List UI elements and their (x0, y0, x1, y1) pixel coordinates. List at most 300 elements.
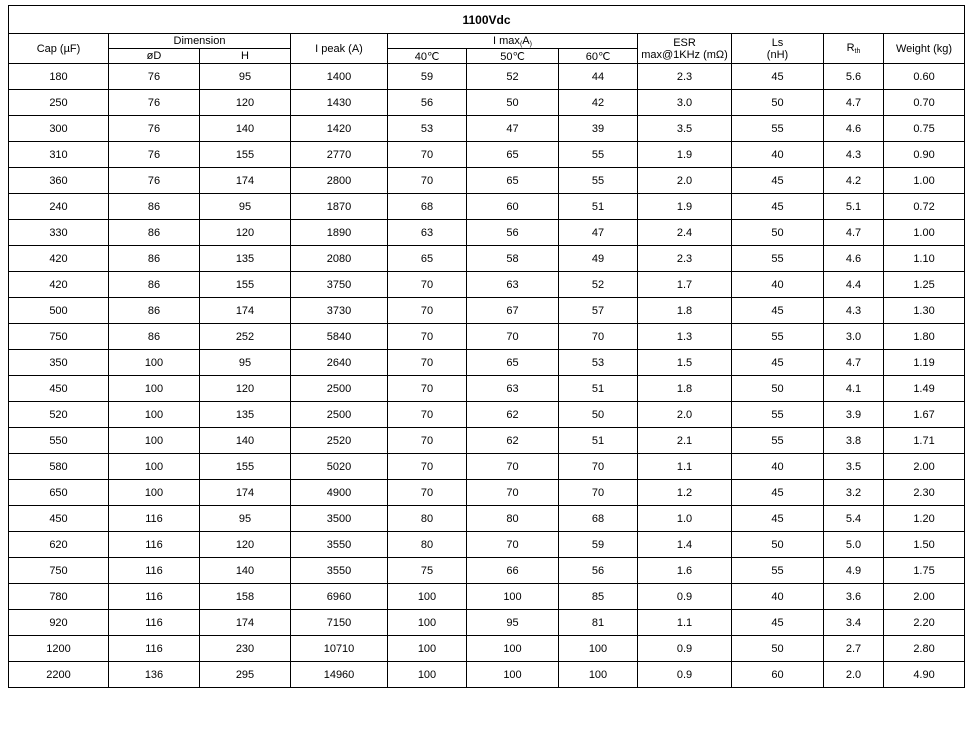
cell-ls: 45 (732, 64, 824, 90)
cell-imax-60: 100 (559, 662, 638, 688)
cell-cap: 520 (9, 402, 109, 428)
cell-cap: 420 (9, 246, 109, 272)
cell-diameter: 86 (109, 272, 200, 298)
cell-cap: 450 (9, 506, 109, 532)
cell-diameter: 100 (109, 350, 200, 376)
cell-weight: 1.20 (884, 506, 965, 532)
table-row (9, 246, 965, 272)
table-row (9, 64, 965, 90)
cell-esr: 3.0 (638, 90, 732, 116)
cell-ipeak: 10710 (291, 636, 388, 662)
cell-ipeak: 3730 (291, 298, 388, 324)
cell-imax-50: 58 (467, 246, 559, 272)
cell-imax-60: 51 (559, 194, 638, 220)
cell-weight: 0.70 (884, 90, 965, 116)
cell-esr: 2.3 (638, 246, 732, 272)
cell-weight: 1.30 (884, 298, 965, 324)
cell-height: 295 (200, 662, 291, 688)
cell-rth: 3.8 (824, 428, 884, 454)
header-temp-60: 60℃ (559, 49, 638, 64)
cell-imax-60: 52 (559, 272, 638, 298)
header-dimension: Dimension (109, 34, 291, 49)
cell-height: 155 (200, 272, 291, 298)
table-row (9, 142, 965, 168)
cell-rth: 4.1 (824, 376, 884, 402)
cell-weight: 0.90 (884, 142, 965, 168)
cell-imax-60: 70 (559, 480, 638, 506)
cell-height: 120 (200, 532, 291, 558)
cell-ipeak: 2640 (291, 350, 388, 376)
cell-imax-50: 63 (467, 376, 559, 402)
cell-ipeak: 4900 (291, 480, 388, 506)
cell-height: 120 (200, 90, 291, 116)
cell-ls: 50 (732, 376, 824, 402)
cell-rth: 5.0 (824, 532, 884, 558)
cell-diameter: 86 (109, 298, 200, 324)
cell-esr: 2.3 (638, 64, 732, 90)
header-ls-line1: Ls (771, 36, 784, 49)
cell-imax-60: 68 (559, 506, 638, 532)
cell-ipeak: 6960 (291, 584, 388, 610)
cell-diameter: 100 (109, 480, 200, 506)
cell-imax-50: 47 (467, 116, 559, 142)
cell-height: 135 (200, 402, 291, 428)
cell-imax-40: 59 (388, 64, 467, 90)
table-body (9, 64, 965, 688)
cell-imax-40: 100 (388, 610, 467, 636)
cell-rth: 2.7 (824, 636, 884, 662)
cell-height: 174 (200, 480, 291, 506)
cell-ls: 40 (732, 584, 824, 610)
cell-imax-60: 81 (559, 610, 638, 636)
cell-rth: 3.4 (824, 610, 884, 636)
cell-ipeak: 14960 (291, 662, 388, 688)
table-row (9, 506, 965, 532)
table-row (9, 480, 965, 506)
cell-ipeak: 2800 (291, 168, 388, 194)
cell-imax-50: 60 (467, 194, 559, 220)
table-row (9, 636, 965, 662)
cell-ipeak: 3500 (291, 506, 388, 532)
cell-ipeak: 1420 (291, 116, 388, 142)
cell-rth: 4.6 (824, 246, 884, 272)
cell-cap: 330 (9, 220, 109, 246)
cell-rth: 3.6 (824, 584, 884, 610)
cell-weight: 1.71 (884, 428, 965, 454)
cell-rth: 4.3 (824, 142, 884, 168)
cell-ls: 55 (732, 246, 824, 272)
cell-imax-50: 56 (467, 220, 559, 246)
cell-weight: 1.75 (884, 558, 965, 584)
cell-diameter: 76 (109, 64, 200, 90)
cell-imax-40: 65 (388, 246, 467, 272)
cell-height: 140 (200, 558, 291, 584)
header-imax-label: I max (493, 34, 520, 47)
cell-cap: 550 (9, 428, 109, 454)
cell-ls: 50 (732, 532, 824, 558)
cell-weight: 2.80 (884, 636, 965, 662)
cell-imax-40: 75 (388, 558, 467, 584)
cell-weight: 2.20 (884, 610, 965, 636)
header-height: H (200, 49, 291, 64)
cell-height: 155 (200, 454, 291, 480)
cell-cap: 650 (9, 480, 109, 506)
header-imax (388, 34, 638, 49)
cell-imax-50: 95 (467, 610, 559, 636)
header-esr-line1: ESR (673, 36, 696, 49)
table-row (9, 610, 965, 636)
cell-esr: 1.8 (638, 298, 732, 324)
cell-ipeak: 1890 (291, 220, 388, 246)
cell-ls: 45 (732, 168, 824, 194)
table-row (9, 532, 965, 558)
cell-cap: 250 (9, 90, 109, 116)
cell-imax-40: 63 (388, 220, 467, 246)
header-esr-line2: max@1KHz (mΩ) (641, 48, 728, 61)
cell-ls: 55 (732, 402, 824, 428)
cell-ipeak: 1430 (291, 90, 388, 116)
cell-rth: 4.6 (824, 116, 884, 142)
header-temp-40: 40℃ (388, 49, 467, 64)
cell-cap: 500 (9, 298, 109, 324)
cell-height: 140 (200, 428, 291, 454)
cell-ls: 55 (732, 428, 824, 454)
cell-imax-50: 70 (467, 324, 559, 350)
cell-rth: 4.7 (824, 350, 884, 376)
cell-imax-50: 70 (467, 454, 559, 480)
cell-cap: 420 (9, 272, 109, 298)
cell-imax-50: 100 (467, 584, 559, 610)
cell-esr: 2.0 (638, 402, 732, 428)
cell-esr: 1.4 (638, 532, 732, 558)
cell-imax-50: 80 (467, 506, 559, 532)
cell-weight: 4.90 (884, 662, 965, 688)
cell-imax-50: 50 (467, 90, 559, 116)
header-rth-sub: th (854, 48, 861, 55)
cell-imax-40: 70 (388, 168, 467, 194)
table-row (9, 402, 965, 428)
cell-ipeak: 1400 (291, 64, 388, 90)
table-row (9, 298, 965, 324)
header-row-1 (9, 34, 965, 49)
cell-weight: 1.49 (884, 376, 965, 402)
header-imax-sub-open: ( (519, 40, 523, 48)
cell-imax-40: 70 (388, 142, 467, 168)
header-rth-main: R (846, 42, 855, 54)
cell-esr: 0.9 (638, 584, 732, 610)
cell-diameter: 86 (109, 246, 200, 272)
cell-ls: 55 (732, 324, 824, 350)
cell-rth: 5.6 (824, 64, 884, 90)
cell-weight: 0.72 (884, 194, 965, 220)
cell-weight: 1.67 (884, 402, 965, 428)
cell-weight: 2.00 (884, 454, 965, 480)
cell-cap: 300 (9, 116, 109, 142)
cell-rth: 4.4 (824, 272, 884, 298)
cell-height: 140 (200, 116, 291, 142)
cell-imax-60: 51 (559, 428, 638, 454)
cell-imax-60: 85 (559, 584, 638, 610)
cell-rth: 2.0 (824, 662, 884, 688)
cell-rth: 3.5 (824, 454, 884, 480)
cell-esr: 1.3 (638, 324, 732, 350)
cell-weight: 1.19 (884, 350, 965, 376)
cell-esr: 3.5 (638, 116, 732, 142)
cell-cap: 450 (9, 376, 109, 402)
cell-cap: 180 (9, 64, 109, 90)
cell-weight: 1.25 (884, 272, 965, 298)
cell-imax-60: 55 (559, 142, 638, 168)
cell-height: 174 (200, 610, 291, 636)
table-row (9, 454, 965, 480)
cell-height: 95 (200, 506, 291, 532)
cell-rth: 4.2 (824, 168, 884, 194)
table-row (9, 90, 965, 116)
cell-height: 174 (200, 168, 291, 194)
cell-ipeak: 5840 (291, 324, 388, 350)
cell-height: 95 (200, 350, 291, 376)
cell-imax-60: 42 (559, 90, 638, 116)
header-weight: Weight (kg) (884, 34, 965, 64)
cell-ls: 60 (732, 662, 824, 688)
cell-imax-40: 80 (388, 506, 467, 532)
cell-esr: 1.2 (638, 480, 732, 506)
cell-ls: 55 (732, 558, 824, 584)
cell-imax-60: 70 (559, 454, 638, 480)
cell-imax-50: 100 (467, 662, 559, 688)
cell-imax-60: 50 (559, 402, 638, 428)
cell-ipeak: 2500 (291, 376, 388, 402)
table-row (9, 558, 965, 584)
table-row (9, 350, 965, 376)
cell-rth: 4.9 (824, 558, 884, 584)
cell-esr: 1.9 (638, 194, 732, 220)
cell-diameter: 100 (109, 402, 200, 428)
cell-imax-40: 80 (388, 532, 467, 558)
cell-weight: 1.50 (884, 532, 965, 558)
cell-weight: 2.00 (884, 584, 965, 610)
cell-diameter: 116 (109, 636, 200, 662)
cell-esr: 0.9 (638, 636, 732, 662)
cell-imax-40: 70 (388, 428, 467, 454)
cell-imax-40: 56 (388, 90, 467, 116)
cell-esr: 1.9 (638, 142, 732, 168)
cell-esr: 2.0 (638, 168, 732, 194)
cell-diameter: 76 (109, 168, 200, 194)
cell-imax-50: 67 (467, 298, 559, 324)
cell-imax-40: 70 (388, 272, 467, 298)
cell-ls: 50 (732, 220, 824, 246)
cell-cap: 310 (9, 142, 109, 168)
header-cap: Cap (µF) (9, 34, 109, 64)
cell-height: 120 (200, 220, 291, 246)
cell-imax-50: 66 (467, 558, 559, 584)
cell-rth: 3.2 (824, 480, 884, 506)
cell-weight: 1.00 (884, 168, 965, 194)
cell-imax-40: 53 (388, 116, 467, 142)
cell-esr: 1.0 (638, 506, 732, 532)
cell-imax-40: 70 (388, 454, 467, 480)
spec-table-container (8, 5, 965, 688)
header-ipeak: I peak (A) (291, 34, 388, 64)
header-esr (638, 34, 732, 64)
cell-imax-40: 70 (388, 402, 467, 428)
cell-cap: 1200 (9, 636, 109, 662)
cell-esr: 1.5 (638, 350, 732, 376)
table-row (9, 220, 965, 246)
cell-imax-50: 65 (467, 142, 559, 168)
table-row (9, 662, 965, 688)
cell-imax-60: 49 (559, 246, 638, 272)
cell-ipeak: 3550 (291, 532, 388, 558)
cell-imax-60: 47 (559, 220, 638, 246)
table-row (9, 584, 965, 610)
cell-diameter: 86 (109, 194, 200, 220)
cell-diameter: 116 (109, 506, 200, 532)
cell-height: 252 (200, 324, 291, 350)
cell-diameter: 76 (109, 116, 200, 142)
cell-weight: 1.80 (884, 324, 965, 350)
cell-rth: 4.7 (824, 220, 884, 246)
cell-rth: 4.3 (824, 298, 884, 324)
title-row (9, 6, 965, 34)
cell-imax-50: 70 (467, 480, 559, 506)
cell-esr: 1.1 (638, 454, 732, 480)
cell-ls: 45 (732, 298, 824, 324)
header-ls-line2: (nH) (766, 48, 789, 61)
table-row (9, 376, 965, 402)
cell-height: 230 (200, 636, 291, 662)
cell-diameter: 116 (109, 532, 200, 558)
cell-imax-60: 57 (559, 298, 638, 324)
cell-rth: 5.1 (824, 194, 884, 220)
cell-esr: 1.1 (638, 610, 732, 636)
cell-imax-50: 65 (467, 350, 559, 376)
cell-diameter: 76 (109, 90, 200, 116)
cell-imax-40: 70 (388, 298, 467, 324)
cell-diameter: 100 (109, 454, 200, 480)
cell-ls: 40 (732, 272, 824, 298)
cell-imax-40: 70 (388, 480, 467, 506)
cell-height: 135 (200, 246, 291, 272)
cell-diameter: 116 (109, 584, 200, 610)
cell-imax-40: 70 (388, 324, 467, 350)
cell-height: 155 (200, 142, 291, 168)
cell-ls: 55 (732, 116, 824, 142)
cell-cap: 240 (9, 194, 109, 220)
cell-imax-50: 70 (467, 532, 559, 558)
cell-imax-50: 63 (467, 272, 559, 298)
capacitor-spec-table (8, 5, 965, 688)
cell-rth: 5.4 (824, 506, 884, 532)
cell-cap: 2200 (9, 662, 109, 688)
table-title: 1100Vdc (9, 6, 965, 34)
cell-diameter: 86 (109, 220, 200, 246)
table-row (9, 324, 965, 350)
table-row (9, 272, 965, 298)
cell-imax-40: 70 (388, 350, 467, 376)
cell-ipeak: 5020 (291, 454, 388, 480)
cell-rth: 4.7 (824, 90, 884, 116)
cell-height: 95 (200, 194, 291, 220)
cell-esr: 1.6 (638, 558, 732, 584)
table-row (9, 428, 965, 454)
cell-height: 95 (200, 64, 291, 90)
cell-ipeak: 1870 (291, 194, 388, 220)
cell-weight: 1.10 (884, 246, 965, 272)
cell-height: 174 (200, 298, 291, 324)
cell-weight: 2.30 (884, 480, 965, 506)
cell-ipeak: 3550 (291, 558, 388, 584)
header-imax-unit: A (522, 34, 530, 47)
cell-ipeak: 2770 (291, 142, 388, 168)
header-temp-50: 50℃ (467, 49, 559, 64)
cell-cap: 350 (9, 350, 109, 376)
cell-ipeak: 2500 (291, 402, 388, 428)
cell-weight: 0.75 (884, 116, 965, 142)
cell-rth: 3.9 (824, 402, 884, 428)
table-row (9, 116, 965, 142)
cell-imax-60: 51 (559, 376, 638, 402)
cell-imax-50: 65 (467, 168, 559, 194)
header-diameter: øD (109, 49, 200, 64)
cell-imax-60: 44 (559, 64, 638, 90)
cell-imax-60: 70 (559, 324, 638, 350)
cell-imax-50: 62 (467, 428, 559, 454)
cell-weight: 1.00 (884, 220, 965, 246)
cell-esr: 1.8 (638, 376, 732, 402)
cell-imax-40: 100 (388, 636, 467, 662)
cell-cap: 750 (9, 324, 109, 350)
cell-cap: 580 (9, 454, 109, 480)
cell-imax-40: 100 (388, 662, 467, 688)
cell-diameter: 76 (109, 142, 200, 168)
cell-imax-60: 100 (559, 636, 638, 662)
cell-diameter: 136 (109, 662, 200, 688)
cell-imax-60: 39 (559, 116, 638, 142)
cell-cap: 780 (9, 584, 109, 610)
cell-imax-40: 100 (388, 584, 467, 610)
cell-ls: 40 (732, 454, 824, 480)
header-imax-sub-close: ) (529, 40, 532, 48)
cell-diameter: 116 (109, 558, 200, 584)
cell-weight: 0.60 (884, 64, 965, 90)
cell-ipeak: 3750 (291, 272, 388, 298)
cell-diameter: 86 (109, 324, 200, 350)
cell-diameter: 100 (109, 428, 200, 454)
cell-height: 120 (200, 376, 291, 402)
cell-esr: 0.9 (638, 662, 732, 688)
cell-imax-50: 100 (467, 636, 559, 662)
cell-ls: 50 (732, 90, 824, 116)
cell-imax-50: 52 (467, 64, 559, 90)
cell-imax-60: 59 (559, 532, 638, 558)
cell-ipeak: 2080 (291, 246, 388, 272)
cell-diameter: 116 (109, 610, 200, 636)
cell-ipeak: 7150 (291, 610, 388, 636)
cell-rth: 3.0 (824, 324, 884, 350)
cell-esr: 2.4 (638, 220, 732, 246)
cell-cap: 750 (9, 558, 109, 584)
cell-ls: 45 (732, 480, 824, 506)
cell-ls: 40 (732, 142, 824, 168)
cell-ls: 50 (732, 636, 824, 662)
cell-esr: 1.7 (638, 272, 732, 298)
cell-ls: 45 (732, 610, 824, 636)
cell-height: 158 (200, 584, 291, 610)
cell-diameter: 100 (109, 376, 200, 402)
cell-imax-60: 55 (559, 168, 638, 194)
